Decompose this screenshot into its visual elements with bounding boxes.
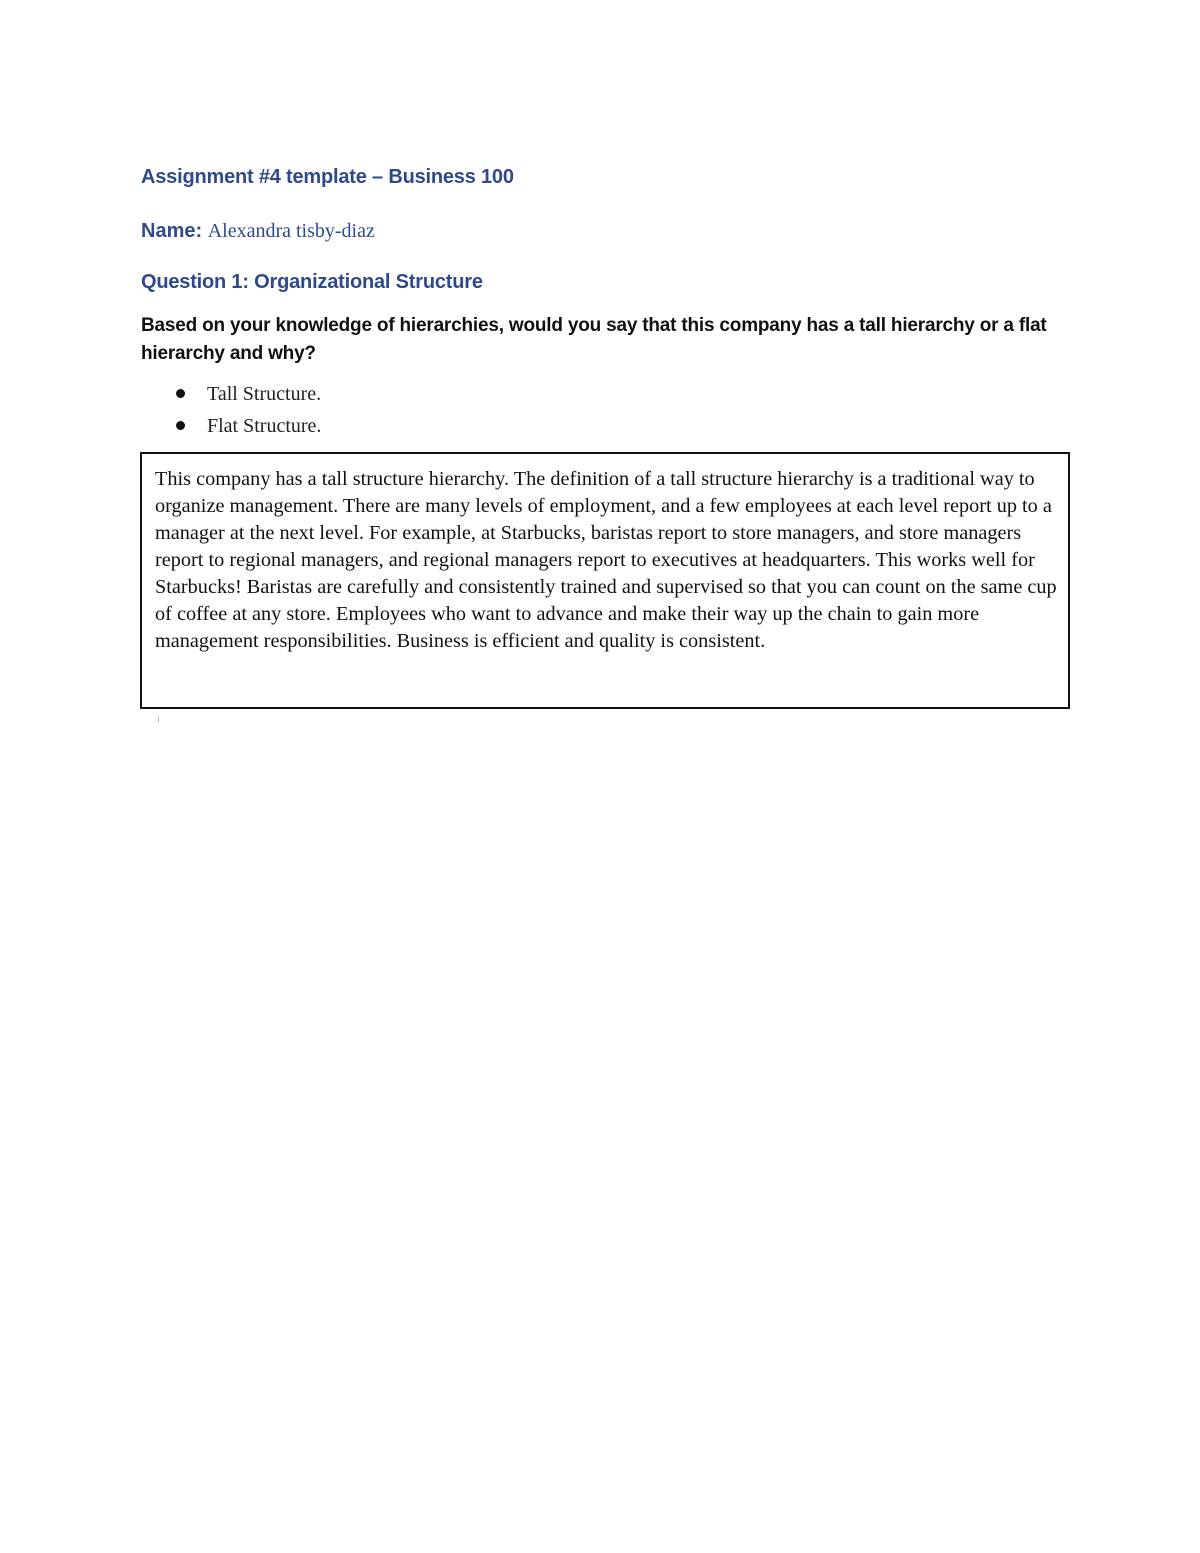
- answer-text: This company has a tall structure hierarchy. The definition of a tall structure hierarchy is a traditional way to organize management. There are many levels of employment, and a few employees at each level report up to a manager at the next level. For example, at Starbucks, baristas report to store managers, and store managers report to regional managers, and regional managers report to executives at headquarters. This works well for Starbucks! Baristas are carefully and consistently trained and supervised so that you can count on the same cup of coffee at any store. Employees who want to advance and make their way up the chain to gain more management responsibilities. Business is efficient and quality is consistent.: [155, 468, 1057, 652]
- name-line: [141, 220, 375, 243]
- option-flat-structure: [176, 411, 321, 443]
- cursor-mark: [158, 716, 159, 722]
- option-label: Flat Structure.: [207, 415, 322, 437]
- bullet-icon: [176, 389, 185, 398]
- name-value: Alexandra tisby-diaz: [207, 220, 375, 242]
- title-part-3: – Business 100: [366, 166, 514, 188]
- question-heading: Question 1: Organizational Structure: [141, 271, 483, 293]
- bullet-icon: [176, 421, 185, 430]
- document-title: [141, 166, 514, 189]
- question-text: Based on your knowledge of hierarchies, would you say that this company has a tall hierarchy or a flat hierarchy and why?: [141, 315, 1047, 364]
- name-label: Name:: [141, 220, 208, 242]
- options-list: [176, 379, 321, 443]
- title-part-2: template: [286, 166, 367, 188]
- answer-box: [140, 452, 1070, 709]
- option-tall-structure: [176, 379, 321, 411]
- title-part-1: Assignment #4: [141, 166, 287, 188]
- option-label: Tall Structure.: [207, 383, 322, 405]
